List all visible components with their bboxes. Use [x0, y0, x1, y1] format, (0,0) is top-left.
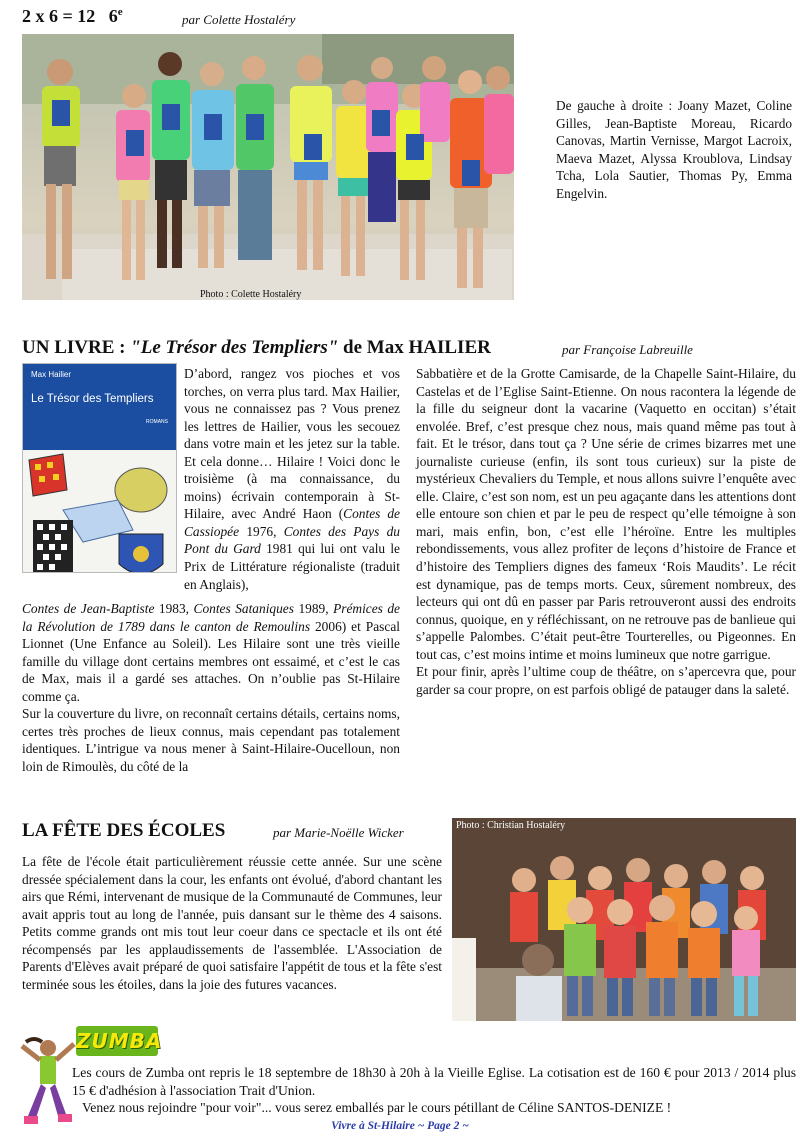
book-review-paragraph: Sabbatière et de la Grotte Camisarde, de la Chapelle Saint-Hilaire, du Castelas et de l’Eglise Saint-Etienne. On nous racontera la légende de la fille du seigneur dont la vacarine (Vaquetto en occitan) s’était envolée. Bref, c’est presque chez nous, mais quand même pas tout à fait. Et le trésor, dans tout ça ? Une série de crimes bizarres met une journaliste curieuse (enfin, ils sont tous curieux) sur la piste de mystérieux Chevaliers du Temple, et nous allons suivre l’enquête avec elle. Claire, c’est son nom, est un peu agaçante dans les attentions dont elle entoure son chien et par le peu de respect qu’elle témoigne à son mari, mais enfin, bon, c’est elle l’héroïne. Entre les multiples rebondissements, vous allez profiter de leçons d’histoire de France et d’histoire des Templiers dignes des fameux ‘Rois Maudits’. Le récit est dynamique, pas de temps morts. Ceux, sûrement nombreux, des lecteurs qui ont dû en passer par Paris retrouveront aussi des endroits connus, quoique, en y réfléchissant, on ne retrouve pas de banlieue qui s’appelle Palombes. C’était peut-être Tourterelles, ou Pigeonnes. En tout cas, c’est moins intime et moins lumineux que notre garrigue.: [416, 366, 796, 662]
zumba-dancer-image: [14, 1036, 80, 1130]
book-review-paragraph: Et pour finir, après l’ultime coup de théâtre, on s’apercevra que, pour garder sa cour propre, on est parfois obligé de patauger dans la saleté.: [416, 664, 796, 697]
book-review-column1-top: D’abord, rangez vos pioches et vos torches, on verra plus tard. Max Hailier, vous ne connaissez pas ? Vous prenez les lettres de Hailier, vous les secouez dans votre main et les jetez sur la table. Et cela donne… Hilaire ! Voici donc le troisième (à ma connaissance, du moins) écrivain contemporain à St-Hilaire, avec André Haon (Contes de Cassiopée 1976, Contes des Pays du Pont du Gard 1981 qui lui ont valu le Prix de Littérature régionaliste (traduit en Anglais),: [184, 366, 400, 592]
zumba-line1: Les cours de Zumba ont repris le 18 septembre de 18h30 à 20h à la Vieille Eglise. La cotisation est de 160 € pour 2013 / 2014 plus 15 € d'adhésion à l'association Trait d'Union.: [72, 1065, 796, 1098]
school-fete-title: LA FÊTE DES ÉCOLES: [22, 820, 226, 841]
photo-caption-names: De gauche à droite : Joany Mazet, Coline Gilles, Jean-Baptiste Moreau, Ricardo Canovas, Martin Vernisse, Margot Lacroix, Maeva Mazet, Alyssa Kroublova, Lindsay Tcha, Lola Sautier, Thomas Py, Emma Engelvin.: [556, 98, 792, 201]
school-fete-text: La fête de l'école était particulièrement réussie cette année. Sur une scène dressée spécialement dans la cour, les enfants ont évolué, d'abord chantant les airs que Rémi, intervenant de musique de la Communauté de Communes, leur avait appris tout au long de l'année, puis dansant sur le thème des 4 saisons. Petits comme grands ont mis tout leur coeur dans ce spectacle et ils ont été récompensés par les applaudissements de l'assemblée. L'Association de Parents d'Elèves avait préparé de quoi satisfaire l'appétit de tous et la fête s'est terminée sous les étoiles, dans la joie des futures vacances.: [22, 854, 442, 992]
page-footer: Vivre à St-Hilaire ~ Page 2 ~: [331, 1120, 469, 1132]
zumba-announcement: [72, 1064, 796, 1117]
book-review-paragraph: Sur la couverture du livre, on reconnaît certains détails, certains noms, certes très proches de lieux connus, mais cependant pas totalement identiques. L’intrigue va nous mener à Saint-Hilaire-Oucelloun, non loin de Rimoulès, du côté de la: [22, 706, 400, 774]
section1-author: par Colette Hostaléry: [182, 12, 296, 27]
book-cover-publisher: ROMANS: [146, 419, 168, 425]
school-fete-illustration: [452, 818, 796, 1021]
section1-title: 2 x 6 = 12 6e: [22, 6, 123, 26]
book-review-author: par Françoise Labreuille: [562, 342, 693, 357]
class-group-photo: [22, 34, 514, 300]
book-review-column1-bottom: Contes de Jean-Baptiste 1983, Contes Sataniques 1989, Prémices de la Révolution de 1789 dans le canton de Remoulins 2006) et Pascal Lionnet (Une Enfance au Soleil). Les Hilaire sont une très vieille famille du village dont certains membres ont essaimé, et c’est le cas de Max, mais il a gardé ses attaches. On n’oublie pas St-Hilaire comme ça. Sur la couverture du livre, on reconnaît certains détails, certains noms, certes très proches de lieux connus, mais cependant pas totalement identiques. L’intrigue va nous mener à Saint-Hilaire-Oucelloun, non loin de Rimoulès, du côté de la: [22, 601, 401, 774]
photo-credit: Photo : Colette Hostaléry: [200, 289, 302, 300]
book-review-column2: [416, 365, 796, 698]
book-cover-art: [23, 450, 176, 573]
class-photo-illustration: [22, 34, 514, 300]
book-review-title: UN LIVRE : "Le Trésor des Templiers" de Max HAILIER: [22, 337, 491, 358]
book-cover-author: Max Hailier: [31, 370, 72, 379]
school-fete-photo: [452, 818, 796, 1021]
school-fete-photo-credit: Photo : Christian Hostaléry: [456, 820, 566, 831]
book-cover-title: Le Trésor des Templiers: [31, 393, 154, 405]
book-cover: [22, 363, 177, 573]
zumba-logo: ZUMBA: [76, 1026, 158, 1056]
school-fete-author: par Marie-Noëlle Wicker: [273, 825, 404, 840]
zumba-line2: Venez nous rejoindre "pour voir"... vous serez emballés par le cours pétillant de Céline SANTOS-DENIZE !: [82, 1100, 672, 1115]
